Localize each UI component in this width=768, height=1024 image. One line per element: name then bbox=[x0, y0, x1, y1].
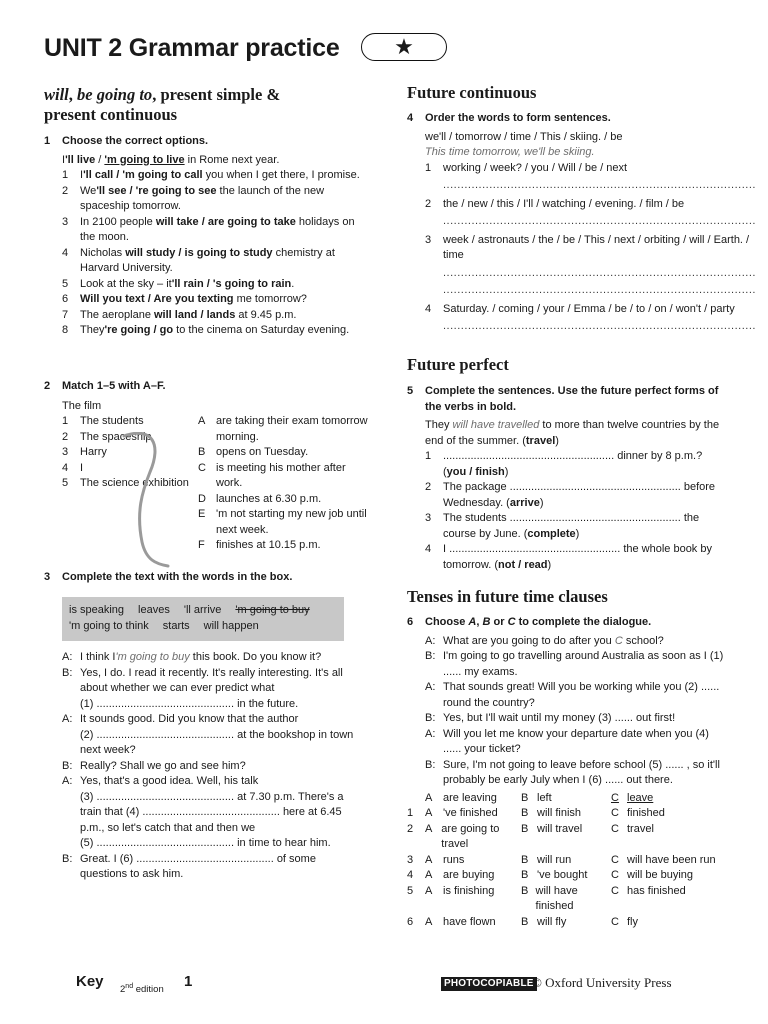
option-a bbox=[425, 915, 521, 931]
item-text: is meeting his mother after work. bbox=[216, 461, 346, 489]
item-text: Nicholas will study / is going to study chemistry at Harvard University. bbox=[80, 246, 335, 274]
answer-line: ........................................................................................ bbox=[443, 179, 756, 191]
option-c bbox=[611, 822, 727, 853]
word-box-item: 'm going to buy bbox=[235, 604, 310, 616]
example-sentence: I'll live / 'm going to live in Rome next year. bbox=[62, 153, 280, 166]
exercise-instruction: Complete the sentences. Use the future perfect forms of the verbs in bold. bbox=[425, 385, 719, 413]
option-b bbox=[521, 853, 611, 869]
speaker-label bbox=[62, 836, 80, 852]
item-number: 1 bbox=[425, 161, 432, 174]
dialog-line bbox=[425, 758, 727, 789]
option-letter: B bbox=[521, 853, 529, 866]
page-title: UNIT 2 Grammar practice bbox=[44, 34, 340, 62]
item-text: Harry bbox=[80, 446, 107, 458]
dialog-text: (1) ............................................. in the future. bbox=[80, 697, 299, 710]
item-number: 5 bbox=[62, 477, 69, 489]
exercise-item bbox=[62, 277, 364, 293]
section-heading-future-perfect: Future perfect bbox=[407, 355, 509, 374]
item-text: are taking their exam tomorrow morning. bbox=[216, 415, 368, 443]
speaker-label: B: bbox=[425, 758, 436, 771]
speaker-label bbox=[62, 697, 80, 713]
exercise-item bbox=[425, 302, 756, 335]
word-box-item: starts bbox=[162, 620, 190, 632]
item-number: 4 bbox=[62, 461, 69, 474]
match-right-column bbox=[198, 414, 368, 554]
item-number: 2 bbox=[407, 822, 414, 835]
item-letter: E bbox=[198, 508, 206, 520]
exercise-instruction: Match 1–5 with A–F. bbox=[62, 380, 166, 392]
dialog-line bbox=[425, 680, 727, 711]
word-box-item: 'll arrive bbox=[183, 604, 222, 616]
item-text: working / week? / you / Will / be / next ........................................................................................ bbox=[443, 161, 756, 194]
exercise-body bbox=[407, 634, 727, 789]
speaker-label: B: bbox=[62, 852, 73, 865]
exercise-item bbox=[62, 215, 364, 246]
item-text: I bbox=[80, 461, 84, 474]
option-letter: A bbox=[425, 915, 433, 928]
item-number: 7 bbox=[62, 308, 69, 321]
dialog-line bbox=[62, 759, 362, 775]
option-text: will finish bbox=[537, 807, 582, 819]
item-number: 4 bbox=[407, 869, 414, 881]
item-number: 3 bbox=[62, 446, 69, 458]
exercise-number: 1 bbox=[44, 135, 51, 147]
option-letter: C bbox=[611, 791, 619, 804]
item-text: We'll see / 're going to see the launch of the new spaceship tomorrow. bbox=[80, 184, 325, 212]
option-a bbox=[425, 853, 521, 869]
item-letter: B bbox=[198, 446, 206, 458]
dialog-text: Really? Shall we go and see him? bbox=[80, 759, 246, 772]
item-number: 1 bbox=[62, 415, 69, 427]
option-letter: C bbox=[611, 869, 619, 881]
answer-options bbox=[389, 791, 727, 931]
dialog-text: I think I'm going to buy this book. Do you know it? bbox=[80, 651, 322, 663]
option-text: are leaving bbox=[443, 791, 497, 804]
exercise-item bbox=[62, 168, 364, 184]
exercise-number: 3 bbox=[44, 571, 51, 583]
match-right-item bbox=[198, 461, 368, 492]
dialog-text: (5) ............................................. in time to hear him. bbox=[80, 837, 331, 849]
star-icon: ★ bbox=[394, 34, 414, 59]
dialog-text: Sure, I'm not going to leave before school (5) ...... , so it'll probably be early July when I (6) ...... out there. bbox=[443, 758, 720, 786]
item-letter: D bbox=[198, 492, 206, 505]
item-number: 6 bbox=[62, 293, 69, 305]
option-text: is finishing bbox=[443, 884, 495, 897]
dialog-line bbox=[62, 728, 362, 759]
exercise-item bbox=[425, 449, 727, 480]
item-number: 4 bbox=[425, 543, 432, 555]
exercise-header bbox=[407, 615, 727, 631]
option-text: will fly bbox=[537, 915, 567, 928]
option-row bbox=[389, 868, 727, 884]
item-number: 6 bbox=[407, 915, 414, 928]
item-text: The science exhibition bbox=[80, 477, 189, 489]
speaker-label bbox=[62, 790, 80, 837]
option-text: leave bbox=[627, 791, 654, 804]
option-row bbox=[389, 791, 727, 807]
option-text: will be buying bbox=[627, 869, 694, 881]
dialog-text: What are you going to do after you C school? bbox=[443, 634, 664, 647]
word-box-item: leaves bbox=[138, 604, 170, 616]
option-text: left bbox=[537, 791, 552, 804]
exercise-item bbox=[425, 480, 727, 511]
item-text: I ........................................................ the whole book by tomorrow. (not / read) bbox=[443, 543, 712, 571]
option-row bbox=[389, 853, 727, 869]
publisher-credit: © Oxford University Press bbox=[532, 975, 672, 990]
exercise-item bbox=[425, 542, 727, 573]
example-sentence: They will have travelled to more than twelve countries by the end of the summer. (travel) bbox=[425, 419, 720, 447]
option-letter: A bbox=[425, 869, 433, 881]
dialog-text: That sounds great! Will you be working while you (2) ...... round the country? bbox=[443, 681, 720, 709]
exercise-item bbox=[62, 292, 364, 308]
exercise-6 bbox=[407, 615, 727, 930]
item-number: 3 bbox=[425, 512, 432, 524]
dialog-line bbox=[62, 650, 362, 666]
dialog-text: Yes, I do. I read it recently. It's really interesting. It's all about whether we can ever predict what bbox=[80, 666, 343, 694]
dialog-text: (3) ............................................. at 7.30 p.m. There's a train that (4) ............................................. here at 6.45 p.m., so let's catch that and then we bbox=[80, 790, 344, 834]
match-right-item bbox=[198, 492, 368, 508]
dialog-line bbox=[62, 852, 362, 883]
option-a bbox=[425, 806, 521, 822]
option-text: will have been run bbox=[627, 853, 716, 866]
item-number: 1 bbox=[62, 169, 69, 181]
exercise-item bbox=[62, 184, 364, 215]
option-text: fly bbox=[627, 915, 638, 928]
dialog-text: (2) ............................................. at the bookshop in town next week? bbox=[80, 728, 354, 756]
option-text: are buying bbox=[443, 869, 495, 881]
option-text: will travel bbox=[537, 822, 583, 835]
item-letter: F bbox=[198, 539, 205, 551]
dialog-line bbox=[425, 711, 727, 727]
match-lead: The film bbox=[62, 399, 102, 412]
item-letter: C bbox=[198, 461, 206, 474]
item-number: 3 bbox=[407, 853, 414, 866]
dialog-text: Yes, but I'll wait until my money (3) ...... out first! bbox=[443, 712, 676, 724]
word-box-item: 'm going to think bbox=[69, 620, 149, 632]
option-letter: A bbox=[425, 884, 433, 897]
item-text: I'll call / 'm going to call you when I get there, I promise. bbox=[80, 169, 360, 181]
speaker-label: A: bbox=[62, 651, 73, 663]
section-heading-future-continuous: Future continuous bbox=[407, 83, 537, 102]
option-row bbox=[389, 884, 727, 915]
item-number: 2 bbox=[425, 481, 432, 493]
exercise-instruction: Choose A, B or C to complete the dialogue. bbox=[425, 616, 652, 628]
item-text: the / new / this / I'll / watching / evening. / film / be ........................................................................................ bbox=[443, 197, 756, 230]
option-text: 've bought bbox=[537, 869, 588, 881]
exercise-body bbox=[407, 130, 756, 335]
item-text: Saturday. / coming / your / Emma / be / to / on / won't / party ........................................................................................ bbox=[443, 302, 756, 335]
dialog-line bbox=[62, 790, 362, 837]
option-letter: A bbox=[425, 853, 433, 866]
speaker-label: A: bbox=[62, 713, 73, 725]
match-left-item bbox=[62, 414, 202, 430]
exercise-number: 5 bbox=[407, 385, 414, 397]
dialog-text: Great. I (6) ............................................. of some questions to ask him. bbox=[80, 852, 316, 880]
exercise-4 bbox=[407, 111, 756, 338]
exercise-item bbox=[62, 308, 364, 324]
speaker-label: B: bbox=[62, 666, 73, 679]
dialog-line bbox=[425, 634, 727, 650]
option-c bbox=[611, 853, 727, 869]
speaker-label: B: bbox=[425, 712, 436, 724]
section-heading-future-time-clauses: Tenses in future time clauses bbox=[407, 587, 608, 606]
dialog-ex3 bbox=[62, 650, 362, 883]
exercise-item bbox=[425, 233, 756, 299]
answer-line: ........................................................................................ bbox=[443, 284, 756, 296]
option-letter: B bbox=[521, 884, 529, 897]
item-number: 3 bbox=[425, 233, 432, 246]
exercise-header bbox=[407, 384, 727, 415]
item-text: The students bbox=[80, 415, 144, 427]
option-c bbox=[611, 915, 727, 931]
dialog-line bbox=[62, 836, 362, 852]
option-text: 've finished bbox=[443, 807, 498, 819]
option-b bbox=[521, 806, 611, 822]
exercise-body bbox=[44, 153, 364, 339]
option-letter: B bbox=[521, 869, 529, 881]
dialog-line bbox=[62, 697, 362, 713]
dialog-line bbox=[62, 666, 362, 697]
speaker-label: A: bbox=[425, 727, 436, 740]
example-prompt: we'll / tomorrow / time / This / skiing. / be bbox=[425, 130, 623, 143]
option-letter: C bbox=[611, 807, 619, 819]
exercise-5 bbox=[407, 384, 727, 573]
exercise-header bbox=[44, 134, 364, 150]
match-grid bbox=[44, 414, 368, 574]
dialog-line bbox=[425, 649, 727, 680]
exercise-item bbox=[425, 511, 727, 542]
word-box-item: will happen bbox=[203, 620, 259, 632]
option-text: are going to travel bbox=[441, 822, 500, 850]
speaker-label: A: bbox=[62, 775, 73, 787]
option-b bbox=[521, 822, 611, 853]
speaker-label: A: bbox=[425, 634, 436, 647]
dialog-line bbox=[425, 727, 727, 758]
option-c bbox=[611, 868, 727, 884]
option-row bbox=[389, 915, 727, 931]
exercise-instruction: Order the words to form sentences. bbox=[425, 112, 611, 124]
option-letter: A bbox=[425, 807, 433, 819]
exercise-item bbox=[62, 246, 364, 277]
item-text: The package ........................................................ before Wednesday. (arrive) bbox=[443, 481, 716, 509]
speaker-label: A: bbox=[425, 681, 436, 693]
page-number: 1 bbox=[184, 973, 193, 990]
match-right-item bbox=[198, 507, 368, 538]
speaker-label: B: bbox=[62, 759, 73, 772]
example-answer: This time tomorrow, we'll be skiing. bbox=[425, 146, 595, 158]
dialog-text: Yes, that's a good idea. Well, his talk bbox=[80, 775, 259, 787]
footer-key-label: Key bbox=[76, 973, 104, 990]
item-text: opens on Tuesday. bbox=[216, 446, 309, 458]
speaker-label bbox=[62, 728, 80, 759]
option-a bbox=[425, 822, 521, 853]
option-text: will run bbox=[537, 853, 572, 866]
item-text: They're going / go to the cinema on Saturday evening. bbox=[80, 324, 350, 336]
item-text: ........................................................ dinner by 8 p.m.? (you / finish) bbox=[443, 450, 703, 478]
bracket-curve bbox=[122, 432, 172, 572]
dialog-text: It sounds good. Did you know that the author bbox=[80, 713, 299, 725]
exercise-number: 4 bbox=[407, 112, 414, 124]
item-number: 4 bbox=[62, 246, 69, 259]
photocopiable-badge: PHOTOCOPIABLE bbox=[441, 977, 537, 991]
option-letter: B bbox=[521, 791, 529, 804]
item-text: The spaceship bbox=[80, 430, 152, 443]
option-text: travel bbox=[627, 822, 654, 835]
option-c bbox=[611, 884, 727, 915]
option-letter: B bbox=[521, 915, 529, 928]
option-c bbox=[611, 791, 727, 807]
exercise-1 bbox=[44, 134, 364, 339]
exercise-body bbox=[407, 418, 727, 573]
item-number bbox=[407, 791, 425, 807]
option-text: have flown bbox=[443, 915, 496, 928]
exercise-item bbox=[62, 323, 364, 339]
option-row bbox=[389, 806, 727, 822]
exercise-3 bbox=[44, 570, 364, 586]
item-letter: A bbox=[198, 415, 206, 427]
item-text: The aeroplane will land / lands at 9.45 p.m. bbox=[80, 308, 297, 321]
item-number: 4 bbox=[425, 302, 432, 315]
item-text: Will you text / Are you texting me tomorrow? bbox=[80, 293, 307, 305]
option-c bbox=[611, 806, 727, 822]
exercise-instruction: Complete the text with the words in the box. bbox=[62, 571, 293, 583]
item-number: 8 bbox=[62, 324, 69, 336]
option-text: finished bbox=[627, 807, 665, 819]
match-right-item bbox=[198, 445, 368, 461]
option-text: runs bbox=[443, 853, 465, 866]
option-letter: C bbox=[611, 822, 619, 835]
exercise-instruction: Choose the correct options. bbox=[62, 135, 209, 147]
option-text: has finished bbox=[627, 884, 686, 897]
word-box bbox=[62, 597, 344, 641]
exercise-2 bbox=[44, 379, 368, 574]
option-b bbox=[521, 915, 611, 931]
item-number: 5 bbox=[407, 884, 414, 897]
match-right-item bbox=[198, 414, 368, 445]
star-level-badge bbox=[361, 33, 447, 61]
item-number: 2 bbox=[62, 430, 69, 443]
option-letter: B bbox=[521, 822, 529, 835]
option-letter: C bbox=[611, 884, 619, 897]
option-b bbox=[521, 791, 611, 807]
exercise-number: 6 bbox=[407, 616, 414, 628]
dialog-text: Will you let me know your departure date when you (4) ...... your ticket? bbox=[443, 727, 709, 755]
speaker-label: B: bbox=[425, 650, 436, 662]
item-number: 1 bbox=[407, 807, 414, 819]
dialog-line bbox=[62, 712, 362, 728]
exercise-item bbox=[425, 161, 756, 194]
match-right-item bbox=[198, 538, 368, 554]
option-letter: C bbox=[611, 853, 619, 866]
option-letter: B bbox=[521, 807, 529, 819]
footer-edition: 2nd edition bbox=[120, 983, 164, 996]
dialog-line bbox=[62, 774, 362, 790]
item-number: 1 bbox=[425, 450, 432, 462]
item-text: launches at 6.30 p.m. bbox=[216, 492, 322, 505]
option-letter: A bbox=[425, 791, 433, 804]
item-text: Look at the sky – it'll rain / 's going to rain. bbox=[80, 277, 295, 290]
exercise-header bbox=[407, 111, 727, 127]
item-number: 5 bbox=[62, 277, 69, 290]
option-a bbox=[425, 791, 521, 807]
item-number: 2 bbox=[62, 184, 69, 197]
item-number: 3 bbox=[62, 215, 69, 228]
item-number: 2 bbox=[425, 197, 432, 210]
answer-line: ........................................................................................ bbox=[443, 215, 756, 227]
exercise-number: 2 bbox=[44, 380, 51, 392]
option-b bbox=[521, 884, 611, 915]
word-box-item: is speaking bbox=[69, 604, 125, 616]
option-a bbox=[425, 868, 521, 884]
item-text: In 2100 people will take / are going to take holidays on the moon. bbox=[80, 215, 355, 243]
section-heading-will-going-to: will, be going to, present simple & present continuous bbox=[44, 85, 281, 124]
option-a bbox=[425, 884, 521, 915]
item-text: week / astronauts / the / be / This / next / orbiting / will / Earth. / time ........................................................................................ ........................................................................................ bbox=[443, 233, 756, 299]
option-row bbox=[389, 822, 727, 853]
answer-line: ........................................................................................ bbox=[443, 266, 756, 279]
option-text: will have finished bbox=[535, 884, 578, 912]
option-letter: C bbox=[611, 915, 619, 928]
dialog-text: I'm going to go travelling around Australia as soon as I (1) ...... my exams. bbox=[443, 650, 724, 678]
option-letter: A bbox=[425, 822, 433, 835]
item-text: 'm not starting my new job until next week. bbox=[216, 508, 367, 536]
item-text: finishes at 10.15 p.m. bbox=[216, 539, 321, 551]
answer-line: ........................................................................................ bbox=[443, 320, 756, 332]
item-text: The students ........................................................ the course by June. (complete) bbox=[443, 512, 700, 540]
exercise-item bbox=[425, 197, 756, 230]
option-b bbox=[521, 868, 611, 884]
